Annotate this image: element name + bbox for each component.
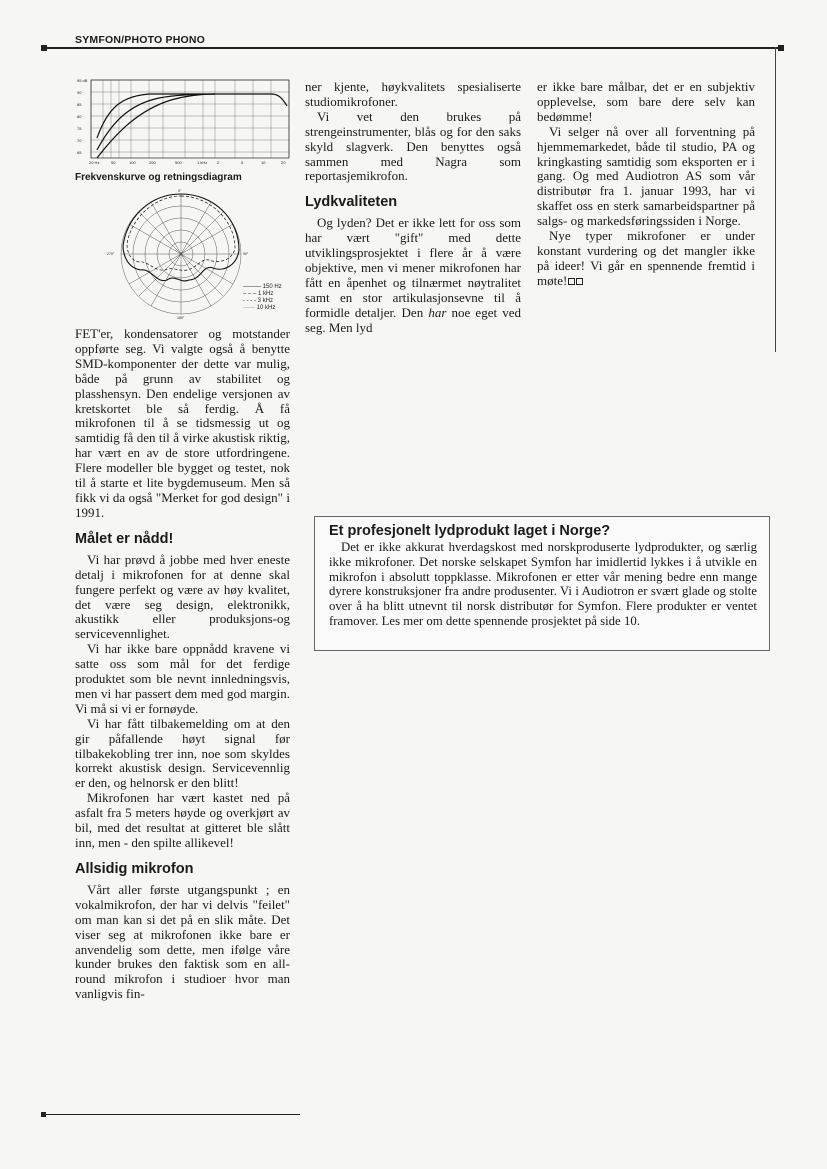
paragraph: FET'er, kondensatorer og motstander oppførte seg. Vi valgte også å benytte SMD-komponenter der dette var mulig, både på grunn av stabilitet og plasshensyn. Den endelige versjonen av kretskortet ble så ferdig. Å få mikrofonen til å se tidsmessig ut og samtidig få den til å virke akustisk riktig, har vært en av de store utfordringene. Flere modeller ble bygget og testet, nok til å starte et lite bygdemuseum. Men så fikk vi da også "Merket for god design" i 1991.: [75, 326, 290, 520]
paragraph: Vi har fått tilbakemelding om at den gir påfallende høyt signal før tilbakekobling trer inn, noe som skyldes korrekt akustisk design. Servicevennlig er den, og helnorsk er den blitt!: [75, 715, 290, 791]
paragraph: Vi har prøvd å jobbe med hver eneste detalj i mikrofonen for at denne skal fungere perfekt og være av høy kvalitet, det være seg design, elektronikk, akustikk eller produksjons-og servicevennlighet.: [75, 551, 290, 642]
figure-caption: Frekvenskurve og retningsdiagram: [75, 172, 242, 183]
svg-text:500: 500: [175, 160, 182, 165]
svg-text:50: 50: [111, 160, 116, 165]
legend-item: ——— 150 Hz: [243, 284, 282, 290]
legend-item: ······ 10 kHz: [243, 305, 276, 311]
svg-text:20: 20: [281, 160, 286, 165]
svg-text:70: 70: [77, 138, 82, 143]
paragraph: Vi selger nå over all forventning på hjemmemarkedet, både til studio, PA og kringkasting samtidig som eksporten er i gang. Og med Audiotron AS som vår distributør fra 1. januar 1993, har vi skaffet oss en sterk samarbeidspartner på salgs- og markedsføringssiden i Norge.: [537, 123, 755, 229]
svg-text:65: 65: [77, 150, 82, 155]
paragraph: Og lyden? Det er ikke lett for oss som har vært "gift" med dette utviklingsprosjektet i flere år å være objektive, men vi mener mikrofonen har fått en åpenhet og tilnærmet nøytralitet samt en stor artikulasjonsevne til å formidle detaljer. Den har noe eget ved seg. Men lyd: [305, 215, 521, 335]
top-rule: [44, 47, 781, 49]
svg-text:100: 100: [129, 160, 136, 165]
svg-text:10: 10: [261, 160, 266, 165]
page-header: SYMFON/PHOTO PHONO: [75, 34, 205, 46]
svg-text:85: 85: [77, 102, 82, 107]
paragraph: Vi har ikke bare oppnådd kravene vi satte oss som mål for det ferdige produktet som ble nevnt innledningsvis, men vi har passert dem med god margin. Vi må si vi er fornøyde.: [75, 641, 290, 716]
legend-item: – – – 1 kHz: [243, 291, 274, 297]
end-mark-icon: [568, 278, 575, 285]
article-column-1: [75, 327, 290, 1002]
section-heading: Lydkvaliteten: [305, 194, 398, 211]
box-title: Et profesjonelt lydprodukt laget i Norge?: [329, 523, 611, 539]
svg-text:200: 200: [149, 160, 156, 165]
svg-text:90: 90: [77, 90, 82, 95]
svg-text:270°: 270°: [107, 252, 115, 256]
svg-text:180°: 180°: [177, 316, 185, 320]
section-heading: Allsidig mikrofon: [75, 860, 194, 877]
svg-text:80: 80: [77, 114, 82, 119]
box-text: Det er ikke akkurat hverdagskost med norskproduserte lydprodukter, og særlig ikke mikrofoner. Det norske selskapet Symfon har imidlertid lykkes i å utvikle en mikrofon i absolutt toppklasse. Mikrofonen er etter vår mening bedre enn mange dyrere konstruksjoner fra andre produsenter. Vi i Audiotron er svært glade og stolte over å ha blitt utnevnt til norsk distributør for Symfon. Flere produkter er ventet framover. Les mer om dette spennende prosjektet på side 10.: [329, 540, 757, 628]
paragraph: Mikrofonen har vært kastet ned på asfalt fra 5 meters høyde og overkjørt av bil, med det resultat at gitteret ble slått inn, men - den spilte allikevel!: [75, 790, 290, 850]
bottom-rule: [44, 1114, 300, 1115]
section-heading: Målet er nådd!: [75, 530, 174, 547]
article-column-2: [305, 80, 521, 336]
polar-legend: [243, 284, 282, 312]
frequency-response-chart: [75, 78, 291, 166]
svg-text:2: 2: [217, 160, 220, 165]
paragraph: Vi vet den brukes på strengeinstrumenter, blås og for den saks skyld slagverk. Den benyttes også sammen med Nagra som reportasjemikrofon.: [305, 108, 521, 184]
svg-text:90°: 90°: [243, 252, 249, 256]
svg-text:20 Hz: 20 Hz: [89, 160, 100, 165]
paragraph: er ikke bare målbar, det er en subjektiv opplevelse, som bare dere selv kan bedømme!: [537, 79, 755, 124]
freq-curve-3: [97, 94, 215, 158]
article-column-3: [537, 80, 755, 289]
paragraph: ner kjente, høykvalitets spesialiserte studiomikrofoner.: [305, 79, 521, 109]
svg-text:0°: 0°: [178, 189, 182, 193]
legend-item: - - - - 3 kHz: [243, 298, 274, 304]
polar-pattern-diagram: [105, 188, 265, 320]
svg-text:75: 75: [77, 126, 82, 131]
paragraph: Vårt aller første utgangspunkt ; en vokalmikrofon, der har vi delvis "feilet" om man kan si det på en slik måte. Det viser seg at mikrofonen ikke bare er anvendelig som dette, men ifølge våre kunder brukes den faktisk som en all-round mikrofon i studioer hvor man vanligvis fin-: [75, 881, 290, 1002]
paragraph: Nye typer mikrofoner er under konstant vurdering og det mangler ikke på ideer! Vi går en spennende fremtid i møte!: [537, 228, 755, 288]
freq-ytick: 95 dB: [77, 78, 88, 83]
svg-text:1 kHz: 1 kHz: [197, 160, 208, 165]
end-mark-icon: [576, 278, 583, 285]
column-divider: [775, 47, 776, 352]
svg-text:5: 5: [241, 160, 244, 165]
freq-curve-2: [97, 94, 215, 150]
info-box: [314, 516, 770, 651]
